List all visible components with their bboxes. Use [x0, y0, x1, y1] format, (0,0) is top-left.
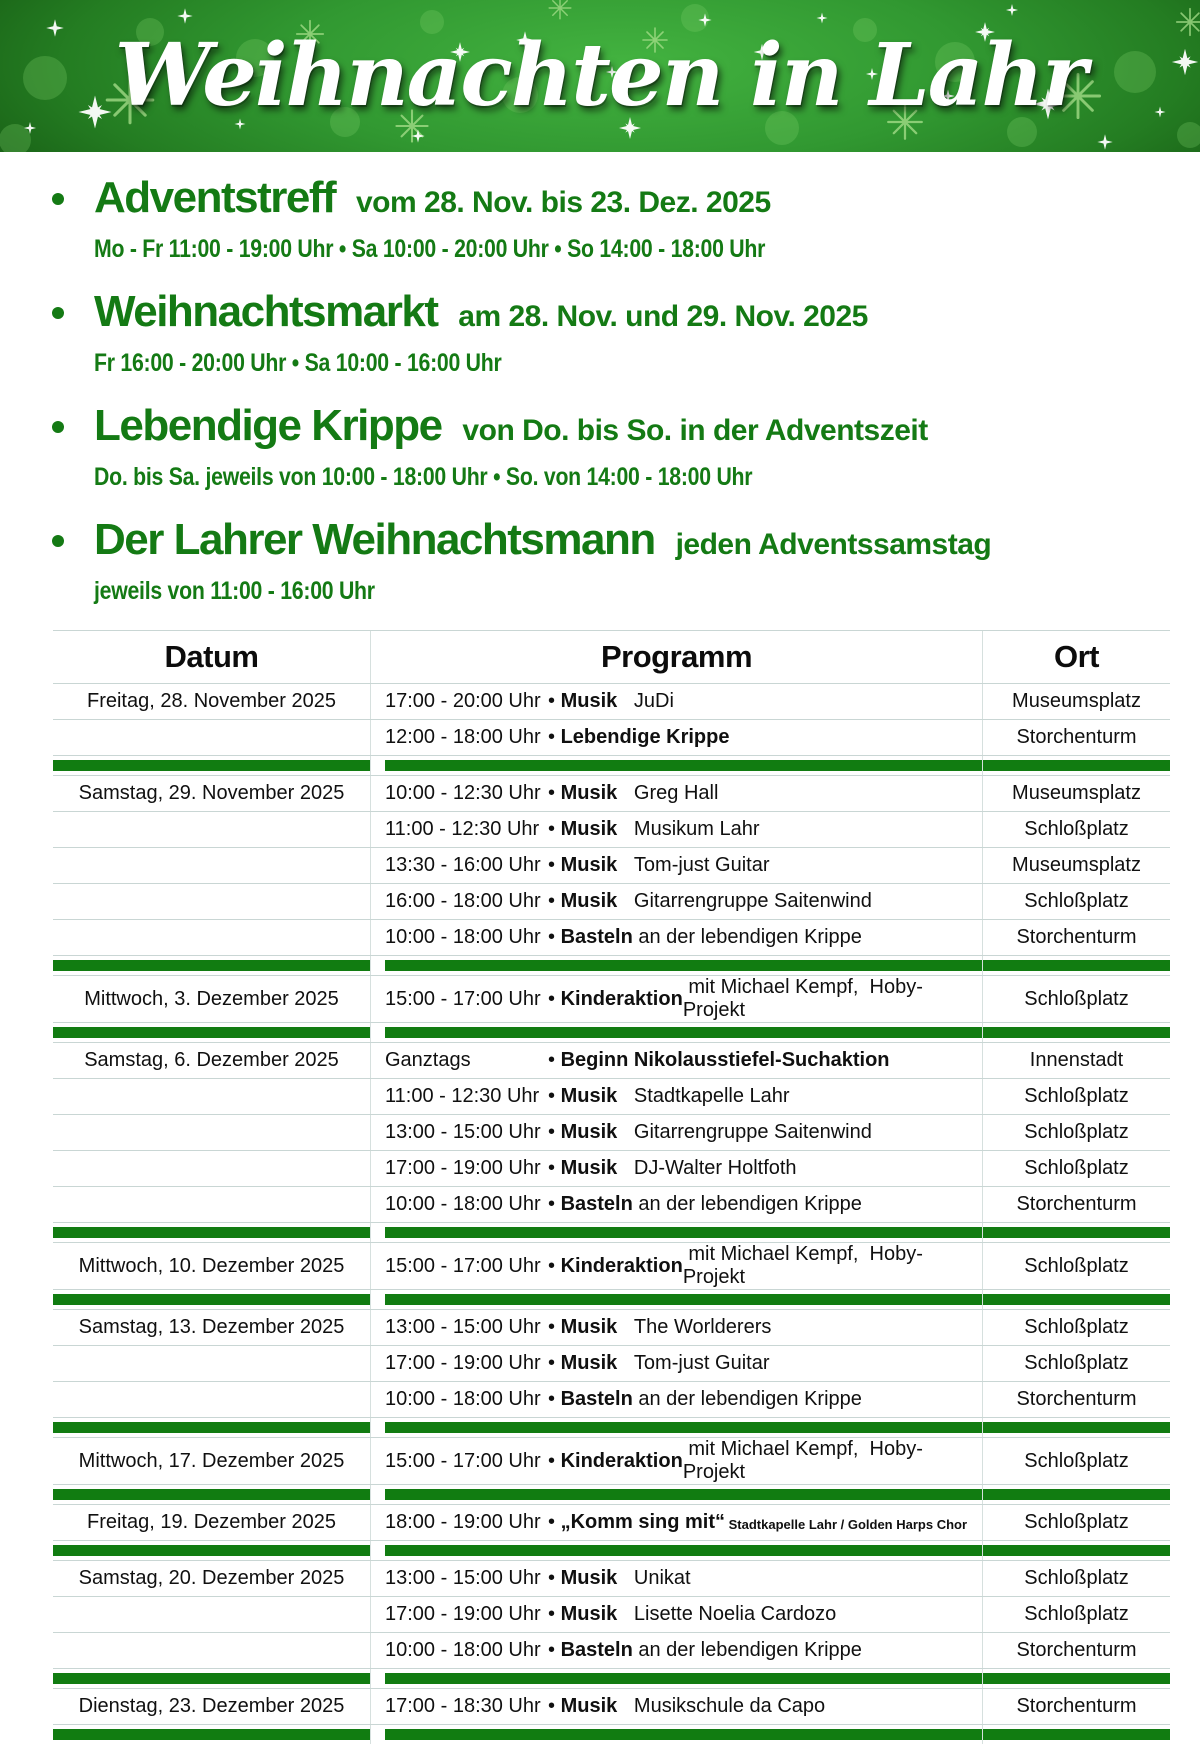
program-cell: [370, 1243, 982, 1289]
table-row: [53, 847, 1170, 883]
table-row: [53, 811, 1170, 847]
green-bar: [983, 1294, 1170, 1305]
table-row: [53, 1596, 1170, 1632]
location-cell: Schloßplatz: [982, 1438, 1170, 1484]
program-cell: [370, 1187, 982, 1222]
separator-cell: [53, 1023, 370, 1042]
event-title: Weihnachtsmarkt: [94, 287, 438, 336]
location-cell: Storchenturm: [982, 920, 1170, 955]
date-cell: [53, 848, 370, 883]
green-bar: [385, 1027, 982, 1038]
separator-cell: [982, 1669, 1170, 1688]
location-cell: Schloßplatz: [982, 884, 1170, 919]
separator-cell: [53, 756, 370, 775]
table-row: [53, 683, 1170, 719]
separator-cell: [370, 1725, 982, 1744]
event-label: „Komm sing mit“: [560, 1511, 726, 1533]
program-cell: [370, 1079, 982, 1114]
column-header-ort: Ort: [982, 631, 1170, 683]
separator-cell: [982, 1541, 1170, 1560]
program-cell: [370, 812, 982, 847]
bullet-separator: •: [548, 1049, 561, 1071]
event-time: Ganztags: [385, 1049, 471, 1071]
table-row: [53, 919, 1170, 955]
event-time: 10:00 - 18:00 Uhr: [385, 1388, 541, 1410]
separator-cell: [53, 1725, 370, 1744]
event-time: 15:00 - 17:00 Uhr: [385, 1449, 541, 1472]
program-cell: [370, 1346, 982, 1381]
green-bar: [53, 1673, 370, 1684]
location-cell: Schloßplatz: [982, 1151, 1170, 1186]
green-bar: [385, 960, 982, 971]
location-cell: Storchenturm: [982, 1633, 1170, 1668]
table-row: [53, 1242, 1170, 1289]
table-row: [53, 1042, 1170, 1078]
event-summary: [94, 516, 991, 606]
event-time: 13:00 - 15:00 Uhr: [385, 1121, 541, 1143]
bullet-separator: •: [548, 926, 561, 948]
date-cell: Dienstag, 23. Dezember 2025: [78, 1695, 345, 1717]
separator-cell: [982, 1223, 1170, 1242]
event-label: Kinderaktion: [560, 1254, 683, 1277]
event-detail: Musikschule da Capo: [617, 1695, 826, 1717]
separator-cell: [982, 756, 1170, 775]
location-cell: Storchenturm: [982, 1382, 1170, 1417]
separator-cell: [53, 1223, 370, 1242]
table-row: [53, 1345, 1170, 1381]
event-detail: Gitarrengruppe Saitenwind: [617, 890, 872, 912]
event-detail: an der lebendigen Krippe: [632, 1388, 862, 1410]
event-heading: [94, 516, 991, 574]
separator-cell: [370, 1418, 982, 1437]
event-label: Musik: [560, 782, 618, 804]
date-cell: [53, 920, 370, 955]
program-cell: [370, 1597, 982, 1632]
separator-cell: [53, 1418, 370, 1437]
event-time: 13:00 - 15:00 Uhr: [385, 1567, 541, 1589]
bullet-separator: •: [548, 854, 561, 876]
table-row: [53, 975, 1170, 1022]
green-bar: [385, 1422, 982, 1433]
bullet-separator: •: [548, 1254, 561, 1277]
separator-cell: [53, 1669, 370, 1688]
group-separator: [53, 1540, 1170, 1560]
location-cell: Schloßplatz: [982, 1310, 1170, 1345]
bullet-separator: •: [548, 890, 561, 912]
event-dates: von Do. bis So. in der Adventszeit: [454, 414, 928, 447]
event-title: Der Lahrer Weihnachtsmann: [94, 515, 655, 564]
event-detail: Musikum Lahr: [617, 818, 760, 840]
separator-cell: [370, 956, 982, 975]
event-time: 17:00 - 18:30 Uhr: [385, 1695, 541, 1717]
bullet-separator: •: [548, 1695, 561, 1717]
program-cell: [370, 920, 982, 955]
green-bar: [53, 960, 370, 971]
event-label: Beginn Nikolausstiefel-Suchaktion: [560, 1049, 890, 1071]
location-cell: Storchenturm: [982, 1689, 1170, 1724]
bullet-separator: •: [548, 1511, 561, 1533]
table-row: [53, 1381, 1170, 1417]
group-separator: [53, 1668, 1170, 1688]
program-cell: [370, 1505, 982, 1540]
date-cell: Samstag, 13. Dezember 2025: [78, 1316, 345, 1338]
bullet-icon: [52, 193, 64, 205]
event-time: 15:00 - 17:00 Uhr: [385, 987, 541, 1010]
group-separator: [53, 1484, 1170, 1504]
event-detail: DJ-Walter Holtfoth: [617, 1157, 797, 1179]
bullet-icon: [52, 535, 64, 547]
event-label: Musik: [560, 1695, 618, 1717]
program-cell: [370, 684, 982, 719]
bullet-separator: •: [548, 987, 561, 1010]
separator-cell: [370, 1223, 982, 1242]
green-bar: [983, 1027, 1170, 1038]
table-row: [53, 775, 1170, 811]
event-label: Musik: [560, 1157, 618, 1179]
event-summary: [94, 288, 868, 378]
table-row: [53, 1309, 1170, 1345]
event-detail: Unikat: [617, 1567, 691, 1589]
green-bar: [983, 1673, 1170, 1684]
bullet-separator: •: [548, 1193, 561, 1215]
program-cell: [370, 1689, 982, 1724]
event-time: 17:00 - 20:00 Uhr: [385, 690, 541, 712]
schedule-table: [53, 630, 1170, 1744]
event-times: jeweils von 11:00 - 16:00 Uhr: [94, 577, 375, 605]
bullet-separator: •: [548, 1603, 561, 1625]
program-cell: [370, 720, 982, 755]
event-label: Musik: [560, 854, 618, 876]
event-time: 15:00 - 17:00 Uhr: [385, 1254, 541, 1277]
event-label: Musik: [560, 818, 618, 840]
event-time: 12:00 - 18:00 Uhr: [385, 726, 541, 748]
bullet-separator: •: [548, 1388, 561, 1410]
location-cell: Schloßplatz: [982, 1346, 1170, 1381]
location-cell: Innenstadt: [982, 1043, 1170, 1078]
date-cell: [53, 1382, 370, 1417]
event-label: Musik: [560, 1567, 618, 1589]
green-bar: [385, 1227, 982, 1238]
event-detail-small: Stadtkapelle Lahr / Golden Harps Chor: [725, 1517, 968, 1532]
green-bar: [385, 1729, 982, 1740]
event-label: Musik: [560, 1121, 618, 1143]
event-detail: an der lebendigen Krippe: [632, 926, 862, 948]
location-cell: Storchenturm: [982, 720, 1170, 755]
green-bar: [53, 1489, 370, 1500]
group-separator: [53, 1222, 1170, 1242]
bullet-separator: •: [548, 1085, 561, 1107]
bullet-separator: •: [548, 1449, 561, 1472]
group-separator: [53, 755, 1170, 775]
event-detail: mit Michael Kempf, Hoby-Projekt: [682, 1243, 923, 1288]
separator-cell: [370, 1290, 982, 1309]
event-detail: mit Michael Kempf, Hoby-Projekt: [682, 976, 923, 1021]
date-cell: [53, 1115, 370, 1150]
green-bar: [983, 1489, 1170, 1500]
event-time: 10:00 - 18:00 Uhr: [385, 1193, 541, 1215]
event-dates: am 28. Nov. und 29. Nov. 2025: [450, 300, 868, 333]
group-separator: [53, 1289, 1170, 1309]
green-bar: [53, 760, 370, 771]
green-bar: [983, 1545, 1170, 1556]
bullet-separator: •: [548, 1567, 561, 1589]
event-heading: [94, 288, 868, 346]
event-title: Lebendige Krippe: [94, 401, 442, 450]
separator-cell: [982, 1023, 1170, 1042]
separator-cell: [53, 1485, 370, 1504]
program-cell: [370, 1151, 982, 1186]
event-detail: JuDi: [617, 690, 674, 712]
green-bar: [385, 1489, 982, 1500]
table-row: [53, 1632, 1170, 1668]
event-label: Musik: [560, 1085, 618, 1107]
event-label: Lebendige Krippe: [560, 726, 730, 748]
list-item: [52, 402, 1170, 492]
green-bar: [385, 1545, 982, 1556]
date-cell: Mittwoch, 10. Dezember 2025: [78, 1254, 345, 1277]
green-bar: [53, 1729, 370, 1740]
event-time: 11:00 - 12:30 Uhr: [385, 1085, 540, 1107]
event-label: Basteln: [560, 1639, 633, 1661]
date-cell: [53, 812, 370, 847]
bullet-separator: •: [548, 1121, 561, 1143]
separator-cell: [982, 1485, 1170, 1504]
bullet-separator: •: [548, 1639, 561, 1661]
event-time: 17:00 - 19:00 Uhr: [385, 1352, 541, 1374]
location-cell: Museumsplatz: [982, 848, 1170, 883]
group-separator: [53, 1724, 1170, 1744]
location-cell: Schloßplatz: [982, 1115, 1170, 1150]
event-label: Kinderaktion: [560, 987, 683, 1010]
green-bar: [53, 1545, 370, 1556]
bullet-separator: •: [548, 1352, 561, 1374]
table-row: [53, 1560, 1170, 1596]
separator-cell: [53, 956, 370, 975]
event-time: 17:00 - 19:00 Uhr: [385, 1157, 541, 1179]
table-row: [53, 719, 1170, 755]
list-item: [52, 516, 1170, 606]
separator-cell: [53, 1541, 370, 1560]
separator-cell: [370, 1023, 982, 1042]
location-cell: Schloßplatz: [982, 1079, 1170, 1114]
event-heading: [94, 174, 884, 232]
date-cell: Freitag, 19. Dezember 2025: [86, 1511, 337, 1533]
date-cell: [53, 1187, 370, 1222]
bullet-separator: •: [548, 1157, 561, 1179]
event-time: 16:00 - 18:00 Uhr: [385, 890, 541, 912]
event-detail: The Worlderers: [617, 1316, 772, 1338]
green-bar: [983, 1422, 1170, 1433]
bullet-separator: •: [548, 726, 561, 748]
event-times: Mo - Fr 11:00 - 19:00 Uhr • Sa 10:00 - 20:00 Uhr • So 14:00 - 18:00 Uhr: [94, 235, 766, 263]
location-cell: Schloßplatz: [982, 1243, 1170, 1289]
green-bar: [53, 1227, 370, 1238]
date-cell: Mittwoch, 3. Dezember 2025: [84, 987, 339, 1010]
date-cell: [53, 1597, 370, 1632]
green-bar: [983, 1729, 1170, 1740]
group-separator: [53, 1417, 1170, 1437]
bullet-separator: •: [548, 1316, 561, 1338]
green-bar: [983, 760, 1170, 771]
event-label: Basteln: [560, 1388, 633, 1410]
program-cell: [370, 1561, 982, 1596]
program-cell: [370, 776, 982, 811]
event-time: 13:30 - 16:00 Uhr: [385, 854, 541, 876]
date-cell: Samstag, 29. November 2025: [78, 782, 345, 804]
event-detail: an der lebendigen Krippe: [632, 1193, 862, 1215]
date-cell: [53, 1079, 370, 1114]
date-cell: [53, 1633, 370, 1668]
green-bar: [385, 1673, 982, 1684]
location-cell: Museumsplatz: [982, 684, 1170, 719]
event-time: 13:00 - 15:00 Uhr: [385, 1316, 541, 1338]
event-summary: [94, 402, 928, 492]
event-dates: jeden Adventssamstag: [667, 528, 992, 561]
green-bar: [385, 1294, 982, 1305]
event-detail: Stadtkapelle Lahr: [617, 1085, 790, 1107]
table-row: [53, 1078, 1170, 1114]
event-label: Kinderaktion: [560, 1449, 683, 1472]
date-cell: Mittwoch, 17. Dezember 2025: [78, 1449, 345, 1472]
green-bar: [983, 960, 1170, 971]
event-time: 10:00 - 18:00 Uhr: [385, 1639, 541, 1661]
program-cell: [370, 976, 982, 1022]
location-cell: Schloßplatz: [982, 1505, 1170, 1540]
date-cell: Freitag, 28. November 2025: [86, 690, 337, 712]
location-cell: Schloßplatz: [982, 976, 1170, 1022]
location-cell: Storchenturm: [982, 1187, 1170, 1222]
date-cell: [53, 884, 370, 919]
event-label: Musik: [560, 1352, 618, 1374]
bullet-separator: •: [548, 818, 561, 840]
list-item: [52, 174, 1170, 264]
bullet-separator: •: [548, 690, 561, 712]
table-row: [53, 1504, 1170, 1540]
page-title: Weihnachten in Lahr: [114, 25, 1086, 126]
event-label: Basteln: [560, 926, 633, 948]
group-separator: [53, 955, 1170, 975]
separator-cell: [982, 1725, 1170, 1744]
event-times: Fr 16:00 - 20:00 Uhr • Sa 10:00 - 16:00 Uhr: [94, 349, 502, 377]
event-time: 10:00 - 12:30 Uhr: [385, 782, 541, 804]
event-detail: Gitarrengruppe Saitenwind: [617, 1121, 872, 1143]
program-cell: [370, 1633, 982, 1668]
bullet-icon: [52, 307, 64, 319]
green-bar: [385, 760, 982, 771]
separator-cell: [982, 1290, 1170, 1309]
date-cell: Samstag, 6. Dezember 2025: [84, 1049, 339, 1071]
separator-cell: [982, 956, 1170, 975]
date-cell: [53, 1151, 370, 1186]
table-row: [53, 1150, 1170, 1186]
program-cell: [370, 884, 982, 919]
program-cell: [370, 1382, 982, 1417]
event-detail: an der lebendigen Krippe: [632, 1639, 862, 1661]
location-cell: Schloßplatz: [982, 1597, 1170, 1632]
table-row: [53, 1688, 1170, 1724]
table-row: [53, 1114, 1170, 1150]
program-cell: [370, 1043, 982, 1078]
list-item: [52, 288, 1170, 378]
event-detail: Greg Hall: [617, 782, 719, 804]
event-label: Basteln: [560, 1193, 633, 1215]
table-row: [53, 883, 1170, 919]
location-cell: Schloßplatz: [982, 812, 1170, 847]
separator-cell: [370, 1541, 982, 1560]
event-detail: Lisette Noelia Cardozo: [617, 1603, 837, 1625]
bullet-separator: •: [548, 782, 561, 804]
event-summary: [94, 174, 884, 264]
event-time: 11:00 - 12:30 Uhr: [385, 818, 540, 840]
column-header-datum: Datum: [164, 639, 259, 674]
location-cell: Museumsplatz: [982, 776, 1170, 811]
banner: [0, 0, 1200, 152]
green-bar: [53, 1422, 370, 1433]
event-dates: vom 28. Nov. bis 23. Dez. 2025: [348, 186, 771, 219]
separator-cell: [370, 756, 982, 775]
event-label: Musik: [560, 890, 618, 912]
event-label: Musik: [560, 1603, 618, 1625]
column-header-programm: Programm: [370, 631, 982, 683]
date-cell: [53, 1346, 370, 1381]
event-time: 18:00 - 19:00 Uhr: [385, 1511, 541, 1533]
event-heading: [94, 402, 928, 460]
green-bar: [983, 1227, 1170, 1238]
program-cell: [370, 1438, 982, 1484]
event-detail: Tom-just Guitar: [617, 854, 770, 876]
event-time: 10:00 - 18:00 Uhr: [385, 926, 541, 948]
separator-cell: [53, 1290, 370, 1309]
separator-cell: [370, 1485, 982, 1504]
table-row: [53, 1186, 1170, 1222]
event-label: Musik: [560, 690, 618, 712]
event-label: Musik: [560, 1316, 618, 1338]
event-detail: mit Michael Kempf, Hoby-Projekt: [682, 1438, 923, 1483]
program-cell: [370, 1310, 982, 1345]
event-times: Do. bis Sa. jeweils von 10:00 - 18:00 Uhr • So. von 14:00 - 18:00 Uhr: [94, 463, 753, 491]
bullet-icon: [52, 421, 64, 433]
green-bar: [53, 1294, 370, 1305]
green-bar: [53, 1027, 370, 1038]
separator-cell: [982, 1418, 1170, 1437]
event-time: 17:00 - 19:00 Uhr: [385, 1603, 541, 1625]
table-row: [53, 1437, 1170, 1484]
event-summary-list: [0, 152, 1200, 606]
program-cell: [370, 848, 982, 883]
date-cell: [53, 720, 370, 755]
location-cell: Schloßplatz: [982, 1561, 1170, 1596]
program-cell: [370, 1115, 982, 1150]
separator-cell: [370, 1669, 982, 1688]
group-separator: [53, 1022, 1170, 1042]
date-cell: Samstag, 20. Dezember 2025: [78, 1567, 345, 1589]
event-title: Adventstreff: [94, 173, 336, 222]
event-detail: Tom-just Guitar: [617, 1352, 770, 1374]
table-header-row: [53, 630, 1170, 683]
